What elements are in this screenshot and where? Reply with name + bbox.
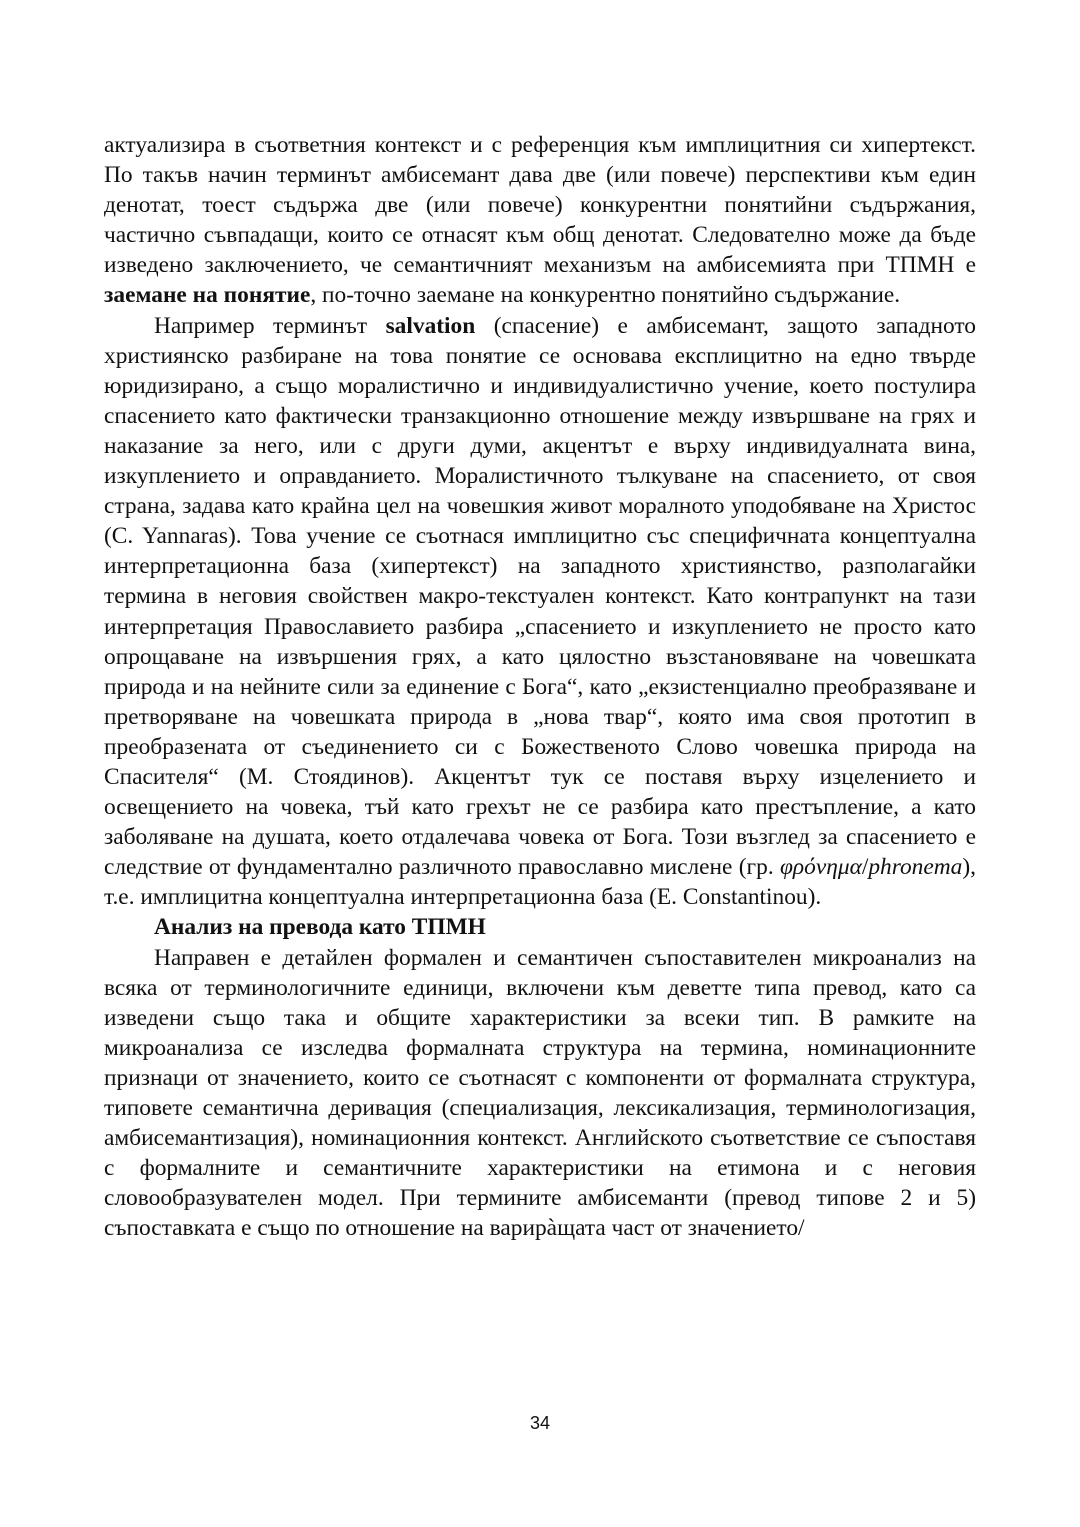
body-text — [104, 130, 976, 1243]
section-heading: Анализ на превода като ТПМН — [154, 914, 486, 941]
paragraph-1-intro: актуализира в съответния контекст и с референция към имплицитния си хипертекст. По такъв начин терминът амбисемант дава две (или повече) перспективи към един денотат, тоест съдържа две (или повече) конкурентни понятийни съдържания, частично съвпадащи, които се отнасят към общ денотат. Следователно може да бъде изведено заключението, че семантичният механизъм на амбисемията при ТПМН е — [104, 132, 976, 279]
paragraph-2-slash: / — [861, 854, 869, 881]
paragraph-2-body: (спасение) е амбисемант, защото западното християнско разбиране на това понятие се основава експлицитно на едно твърде юридизирано, а също моралистично и индивидуалистично учение, което постулира спасението като фактически транзакционно отношение между извършване на грях и наказание за него, или с други думи, акцентът е върху индивидуалната вина, изкуплението и оправданието. Моралистичното тълкуване на спасението, от своя страна, задава като крайна цел на човешкия живот моралното уподобяване на Христос (C. Yannaras). Това учение се съотнася имплицитно със специфичната концептуална интерпретационна база (хипертекст) на западното християнство, разполагайки термина в неговия свойствен макро-текстуален контекст. Като контрапункт на тази интерпретация Православието разбира „спасението и изкуплението не просто като опрощаване на извършения грях, а като цялостно възстановяване на човешката природа и на нейните сили за единение с Бога“, като „екзистенциално преобразяване и претворяване на човешката природа в „нова твар“, която има своя прототип в преобразената от съединението си с Божественото Слово човешка природа на Спасителя“ (М. Стоядинов). Акцентът тук се поставя върху изцелението и освещението на човека, тъй като грехът не се разбира като престъпление, а като заболяване на душата, което отдалечава човека от Бога. Този възглед за спасението е следствие от фундаментално различното православно мислене (гр. — [104, 312, 976, 881]
paragraph-2-latin-word: phronema — [868, 854, 963, 881]
page-number: 34 — [529, 1413, 551, 1433]
paragraph-1-bold-term: заемане на понятие — [104, 282, 311, 309]
paragraph-2-term: salvation — [385, 312, 476, 339]
paragraph-2-greek-word: φρόνημα — [779, 854, 862, 881]
paragraph-2 — [104, 311, 976, 913]
paragraph-2-outro: ), т.е. имплицитна концептуална интерпретационна база (E. Constantinou). — [104, 854, 976, 911]
paragraph-1-outro: , по-точно заемане на конкурентно понятийно съдържание. — [310, 282, 901, 309]
paragraph-2-intro: Например терминът — [154, 312, 386, 339]
paragraph-1 — [104, 130, 976, 311]
paragraph-3: Направен е детайлен формален и семантичен съпоставителен микроанализ на всяка от терминологичните единици, включени към деветте типа превод, като са изведени също така и общите характеристики за всеки тип. В рамките на микроанализа се изследва формалната структура на термина, номинационните признаци от значението, които се съотнасят с компоненти от формалната структура, типовете семантична деривация (специализация, лексикализация, терминологизация, амбисемантизация), номинационния контекст. Английското съответствие се съпоставя с формалните и семантичните характеристики на етимона и с неговия словообразувателен модел. При термините амбисеманти (превод типове 2 и 5) съпоставката е също по отношение на варирàщата част от значението/ — [104, 944, 976, 1242]
